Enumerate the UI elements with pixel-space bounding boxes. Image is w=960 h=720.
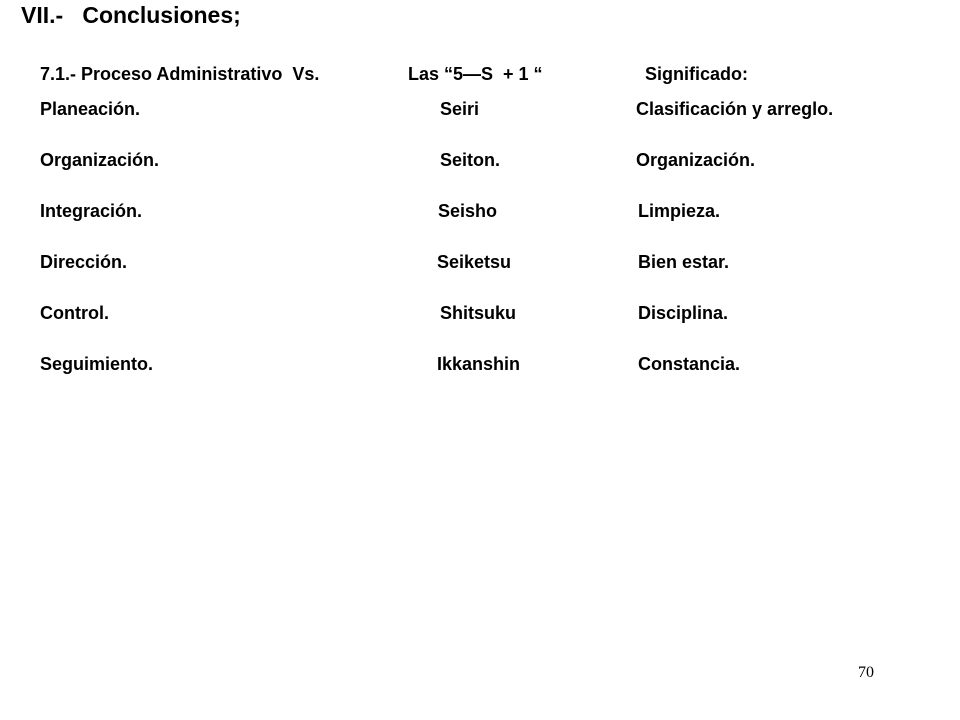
header-process: 7.1.- Proceso Administrativo Vs. (40, 64, 320, 84)
process-cell: Control. (40, 303, 109, 323)
table-row (0, 354, 960, 438)
5s-cell: Seiketsu (437, 252, 512, 272)
5s-cell: Shitsuku (440, 303, 517, 323)
process-cell: Dirección. (40, 252, 128, 272)
process-cell: Seguimiento. (40, 354, 154, 374)
process-cell: Integración. (40, 201, 143, 221)
process-cell: Organización. (40, 150, 160, 170)
5s-cell: Seiri (440, 99, 480, 119)
meaning-cell: Bien estar. (638, 252, 730, 272)
meaning-cell: Clasificación y arreglo. (636, 99, 834, 119)
meaning-cell: Constancia. (638, 354, 741, 374)
process-cell: Planeación. (40, 99, 141, 119)
header-5s: Las “5—S + 1 “ (408, 64, 543, 84)
meaning-cell: Organización. (636, 150, 756, 170)
header-meaning: Significado: (645, 64, 748, 84)
5s-cell: Ikkanshin (437, 354, 521, 374)
slide-title: VII.- Conclusiones; (21, 2, 241, 28)
5s-cell: Seiton. (440, 150, 501, 170)
page-number: 70 (858, 664, 874, 681)
meaning-cell: Limpieza. (638, 201, 721, 221)
5s-cell: Seisho (438, 201, 498, 221)
meaning-cell: Disciplina. (638, 303, 729, 323)
